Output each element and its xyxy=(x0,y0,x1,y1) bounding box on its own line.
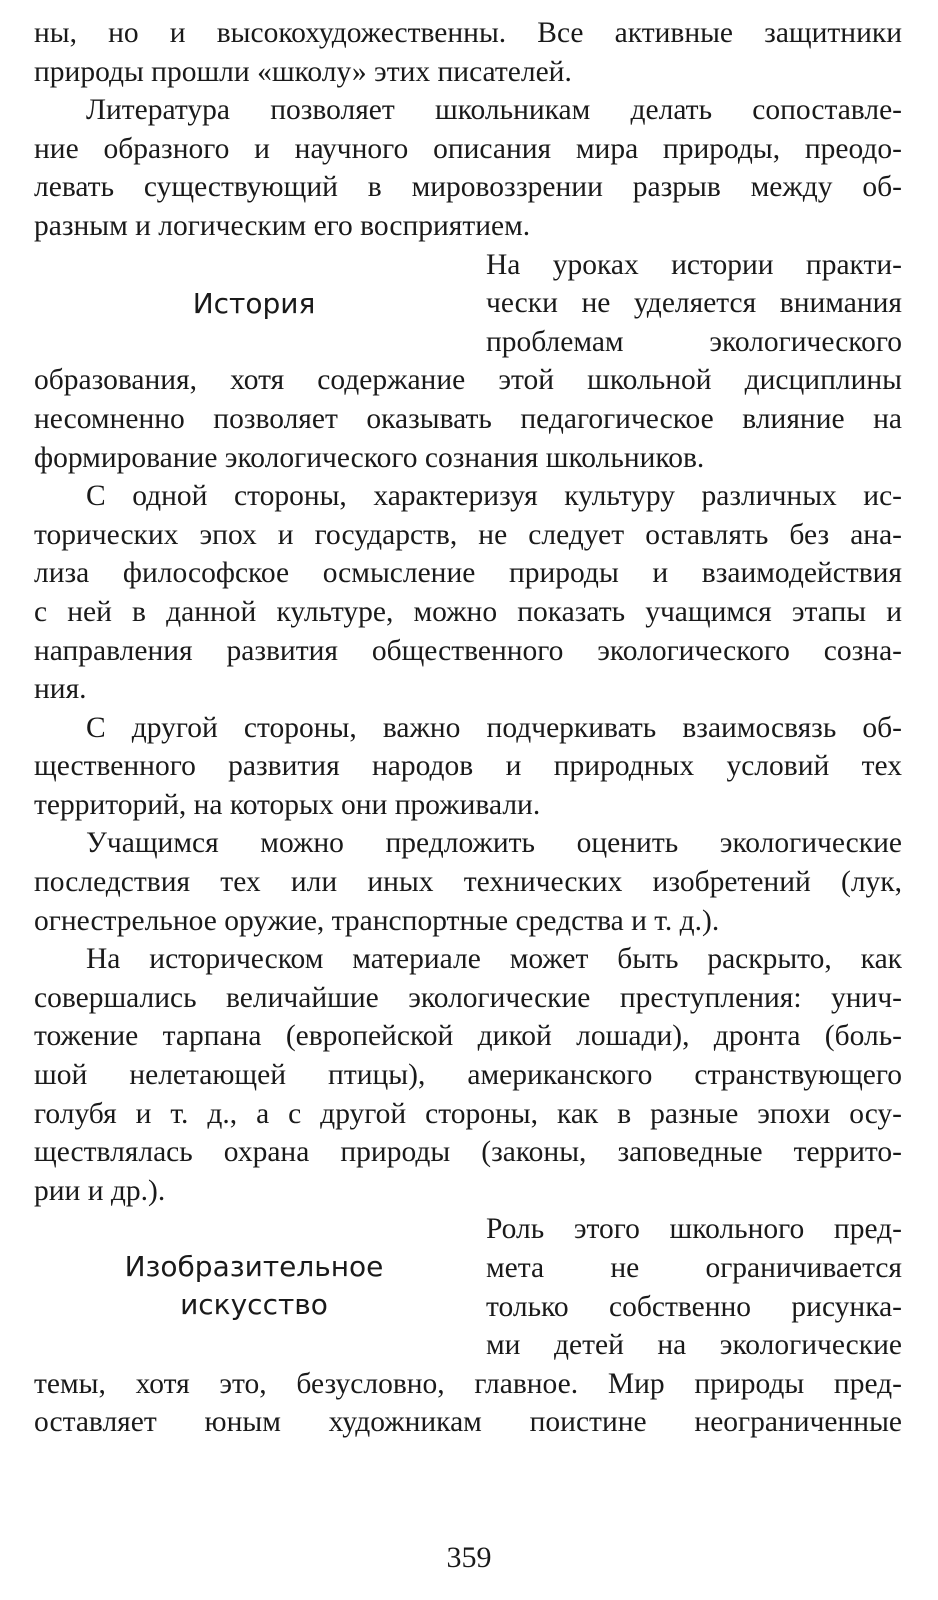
text-line: голубя и т. д., а с другой стороны, как в разные эпохи осу- xyxy=(34,1097,902,1130)
text-line: огнестрельное оружие, транспортные средства и т. д.). xyxy=(34,904,720,937)
page-body xyxy=(34,14,902,1442)
text-line: торических эпох и государств, не следует оставлять без ана- xyxy=(34,518,902,551)
text-line: С одной стороны, характеризуя культуру различных ис- xyxy=(86,480,902,513)
history-side-text xyxy=(486,246,902,362)
paragraph-intro xyxy=(34,14,902,91)
text-line: формирование экологического сознания школьников. xyxy=(34,441,705,474)
art-float-block xyxy=(34,1210,902,1364)
paragraph-other-side xyxy=(34,709,902,825)
text-line: щественного развития народов и природных условий тех xyxy=(34,750,902,783)
text-line: мета не ограничивается xyxy=(486,1252,902,1285)
text-line: направления развития общественного экологического созна- xyxy=(34,634,902,667)
text-line: образования, хотя содержание этой школьной дисциплины xyxy=(34,364,902,397)
text-line: ние образного и научного описания мира природы, преодо- xyxy=(34,132,902,165)
text-line: На историческом материале может быть раскрыто, как xyxy=(86,943,902,976)
paragraph-students xyxy=(34,824,902,940)
page-number: 359 xyxy=(446,1541,492,1574)
text-line: только собственно рисунка- xyxy=(486,1290,902,1323)
text-line: лиза философское осмысление природы и взаимодействия xyxy=(34,557,902,590)
text-line: ществлялась охрана природы (законы, заповедные террито- xyxy=(34,1136,902,1169)
text-line: С другой стороны, важно подчеркивать взаимосвязь об- xyxy=(86,711,902,744)
art-side-text xyxy=(486,1210,902,1364)
text-line: ния. xyxy=(34,673,87,706)
text-line: проблемам экологического xyxy=(486,325,902,358)
text-line: с ней в данной культуре, можно показать учащимся этапы и xyxy=(34,595,902,628)
text-line: последствия тех или иных технических изобретений (лук, xyxy=(34,866,902,899)
text-line: левать существующий в мировоззрении разрыв между об- xyxy=(34,171,902,204)
paragraph-historical-material xyxy=(34,940,902,1210)
text-line: шой нелетающей птицы), американского странствующего xyxy=(34,1059,902,1092)
heading-line: Изобразительное xyxy=(124,1250,384,1284)
text-line: природы прошли «школу» этих писателей. xyxy=(34,55,572,88)
text-line: несомненно позволяет оказывать педагогическое влияние на xyxy=(34,402,902,435)
history-float-block xyxy=(34,246,902,362)
text-line: рии и др.). xyxy=(34,1174,166,1207)
paragraph-one-side xyxy=(34,477,902,709)
section-heading-history: История xyxy=(192,286,316,320)
text-line: Учащимся можно предложить оценить экологические xyxy=(86,827,902,860)
text-line: Литература позволяет школьникам делать сопоставле- xyxy=(86,94,902,127)
text-line: совершались величайшие экологические преступления: унич- xyxy=(34,981,902,1014)
text-line: тожение тарпана (европейской дикой лошади), дронта (боль- xyxy=(34,1020,902,1053)
heading-line: искусство xyxy=(180,1288,328,1322)
text-line: ны, но и высокохудожественны. Все активные защитники xyxy=(34,17,902,49)
text-line: территорий, на которых они проживали. xyxy=(34,788,541,821)
paragraph-literature xyxy=(34,91,902,245)
text-line: чески не уделяется внимания xyxy=(486,287,902,320)
text-line: оставляет юным художникам поистине неограниченные xyxy=(34,1406,902,1439)
text-line: На уроках истории практи- xyxy=(486,248,902,281)
text-line: темы, хотя это, безусловно, главное. Мир природы пред- xyxy=(34,1367,902,1400)
section-history xyxy=(34,246,902,478)
section-fine-art xyxy=(34,1210,902,1442)
text-line: ми детей на экологические xyxy=(486,1329,902,1362)
text-line: разным и логическим его восприятием. xyxy=(34,209,531,242)
text-line: Роль этого школьного пред- xyxy=(486,1213,902,1246)
section-heading-fine-art xyxy=(34,1248,474,1324)
